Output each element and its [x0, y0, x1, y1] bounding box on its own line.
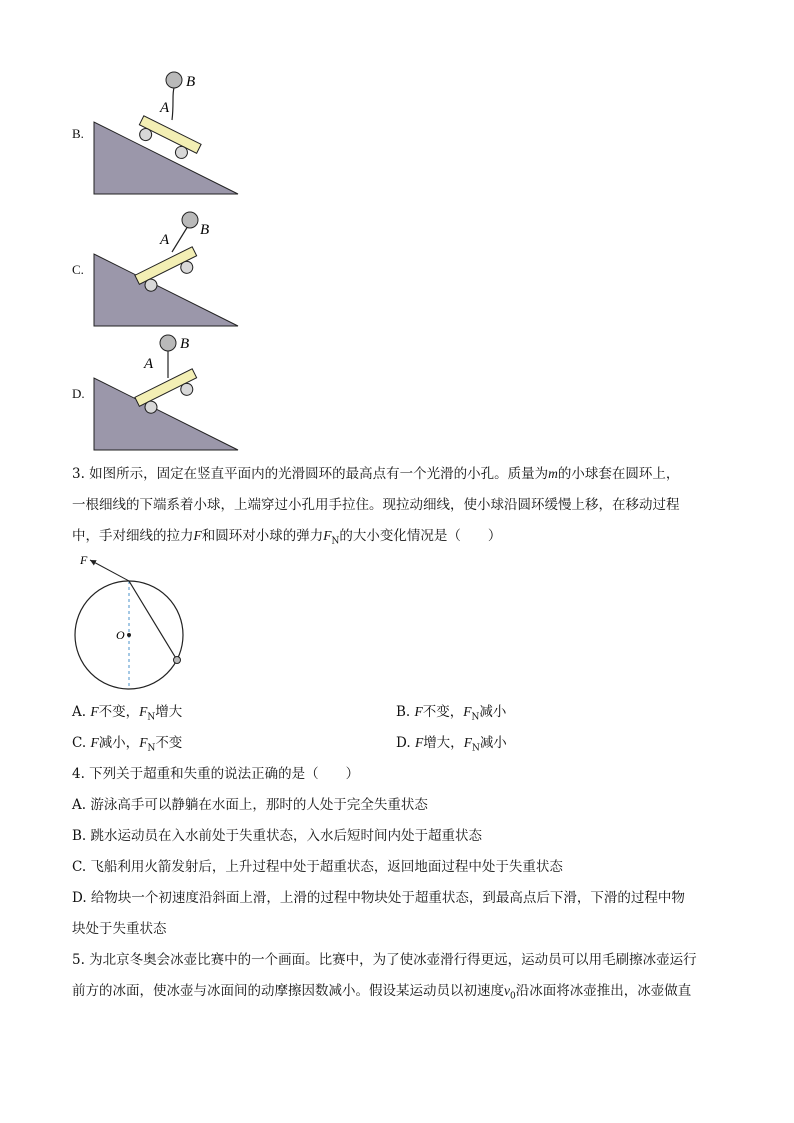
- q3-stem-part: 和圆环对小球的弹力: [201, 528, 324, 544]
- force-label: F: [80, 553, 88, 567]
- q3-option-c[interactable]: [72, 733, 182, 759]
- mass-symbol: m: [548, 466, 558, 481]
- string: [129, 581, 177, 660]
- q5-stem-part: 前方的冰面，使冰壶与冰面间的动摩擦因数减小。假设某运动员以初速度: [72, 983, 504, 999]
- normal-force-symbol: F: [323, 528, 332, 543]
- option-letter: D.: [396, 735, 411, 751]
- normal-force-subscript: N: [147, 743, 156, 754]
- center-label: O: [116, 628, 125, 642]
- option-letter: C.: [72, 735, 87, 751]
- label-a: A: [160, 100, 170, 116]
- option-letter-c: C.: [72, 262, 84, 277]
- label-b: B: [186, 74, 196, 90]
- q3-figure-ring: [70, 552, 200, 696]
- q3-option-b[interactable]: [396, 702, 506, 728]
- label-a: A: [160, 232, 170, 248]
- q3-line-1: [72, 464, 679, 484]
- rope: [172, 226, 188, 252]
- figure-option-b: [88, 64, 248, 202]
- option-text: 增大，: [423, 735, 464, 751]
- q5-line-2: [72, 981, 691, 1007]
- normal-force-symbol: F: [463, 735, 472, 750]
- force-symbol: F: [414, 704, 423, 719]
- velocity-subscript: 0: [510, 991, 516, 1002]
- ball-b: [160, 335, 176, 351]
- q4-option-d-cont: 块处于失重状态: [72, 921, 167, 937]
- q3-stem-part: 中，手对细线的拉力: [72, 528, 194, 544]
- normal-force-subscript: N: [331, 536, 340, 547]
- normal-force-subscript: N: [147, 712, 156, 723]
- option-text: 不变，: [98, 704, 140, 720]
- option-text: 减小，: [98, 735, 140, 751]
- force-symbol: F: [90, 704, 99, 719]
- option-text: 不变: [155, 735, 183, 751]
- q3-stem-part: 的大小变化情况是（ ）: [339, 528, 502, 544]
- normal-force-symbol: F: [139, 704, 148, 719]
- q3-line-3: [72, 526, 501, 552]
- force-symbol: F: [193, 528, 202, 543]
- figure-option-d: [88, 328, 248, 460]
- option-text: 减小: [479, 735, 507, 751]
- force-arrow: [90, 560, 129, 581]
- small-ball: [174, 657, 181, 664]
- ball-b: [166, 72, 182, 88]
- label-a: A: [144, 356, 154, 372]
- option-letter: B.: [396, 704, 411, 720]
- normal-force-symbol: F: [139, 735, 148, 750]
- figure-option-c: [88, 202, 248, 336]
- q4-option-c[interactable]: C. 飞船利用火箭发射后，上升过程中处于超重状态，返回地面过程中处于失重状态: [72, 859, 563, 875]
- center-point: [127, 633, 131, 637]
- rope: [172, 88, 174, 120]
- q5-stem-part: 沿冰面将冰壶推出，冰壶做直: [515, 983, 692, 999]
- q3-stem-part: 的小球套在圆环上，: [557, 466, 680, 482]
- normal-force-subscript: N: [471, 712, 480, 723]
- force-symbol: F: [414, 735, 424, 750]
- option-letter-b: B.: [72, 126, 84, 141]
- option-letter-d: D.: [72, 386, 85, 401]
- normal-force-subscript: N: [471, 743, 480, 754]
- q3-line-2: 一根细线的下端系着小球，上端穿过小孔用手拉住。现拉动细线，使小球沿圆环缓慢上移，在移动过程: [72, 497, 680, 513]
- label-b: B: [200, 222, 210, 238]
- force-symbol: F: [90, 735, 99, 750]
- q4-option-a[interactable]: A. 游泳高手可以静躺在水面上，那时的人处于完全失重状态: [72, 797, 428, 813]
- q5-line-1: 5. 为北京冬奥会冰壶比赛中的一个画面。比赛中，为了使冰壶滑行得更远，运动员可以用毛刷擦冰壶运行: [72, 952, 697, 968]
- option-text: 减小: [479, 704, 507, 720]
- q4-stem: 4. 下列关于超重和失重的说法正确的是（ ）: [72, 766, 360, 782]
- option-letter: A.: [72, 704, 87, 720]
- q3-option-a[interactable]: [72, 702, 182, 728]
- q3-stem-part: 3. 如图所示，固定在竖直平面内的光滑圆环的最高点有一个光滑的小孔。质量为: [72, 466, 549, 482]
- option-text: 增大: [155, 704, 183, 720]
- velocity-symbol: v: [504, 983, 510, 998]
- label-b: B: [180, 336, 190, 352]
- normal-force-symbol: F: [463, 704, 472, 719]
- q4-option-d[interactable]: D. 给物块一个初速度沿斜面上滑，上滑的过程中物块处于超重状态，到最高点后下滑，下滑的过程中物: [72, 890, 685, 906]
- ball-b: [182, 212, 198, 228]
- q3-option-d[interactable]: [396, 733, 507, 759]
- option-text: 不变，: [422, 704, 464, 720]
- q4-option-b[interactable]: B. 跳水运动员在入水前处于失重状态，入水后短时间内处于超重状态: [72, 828, 483, 844]
